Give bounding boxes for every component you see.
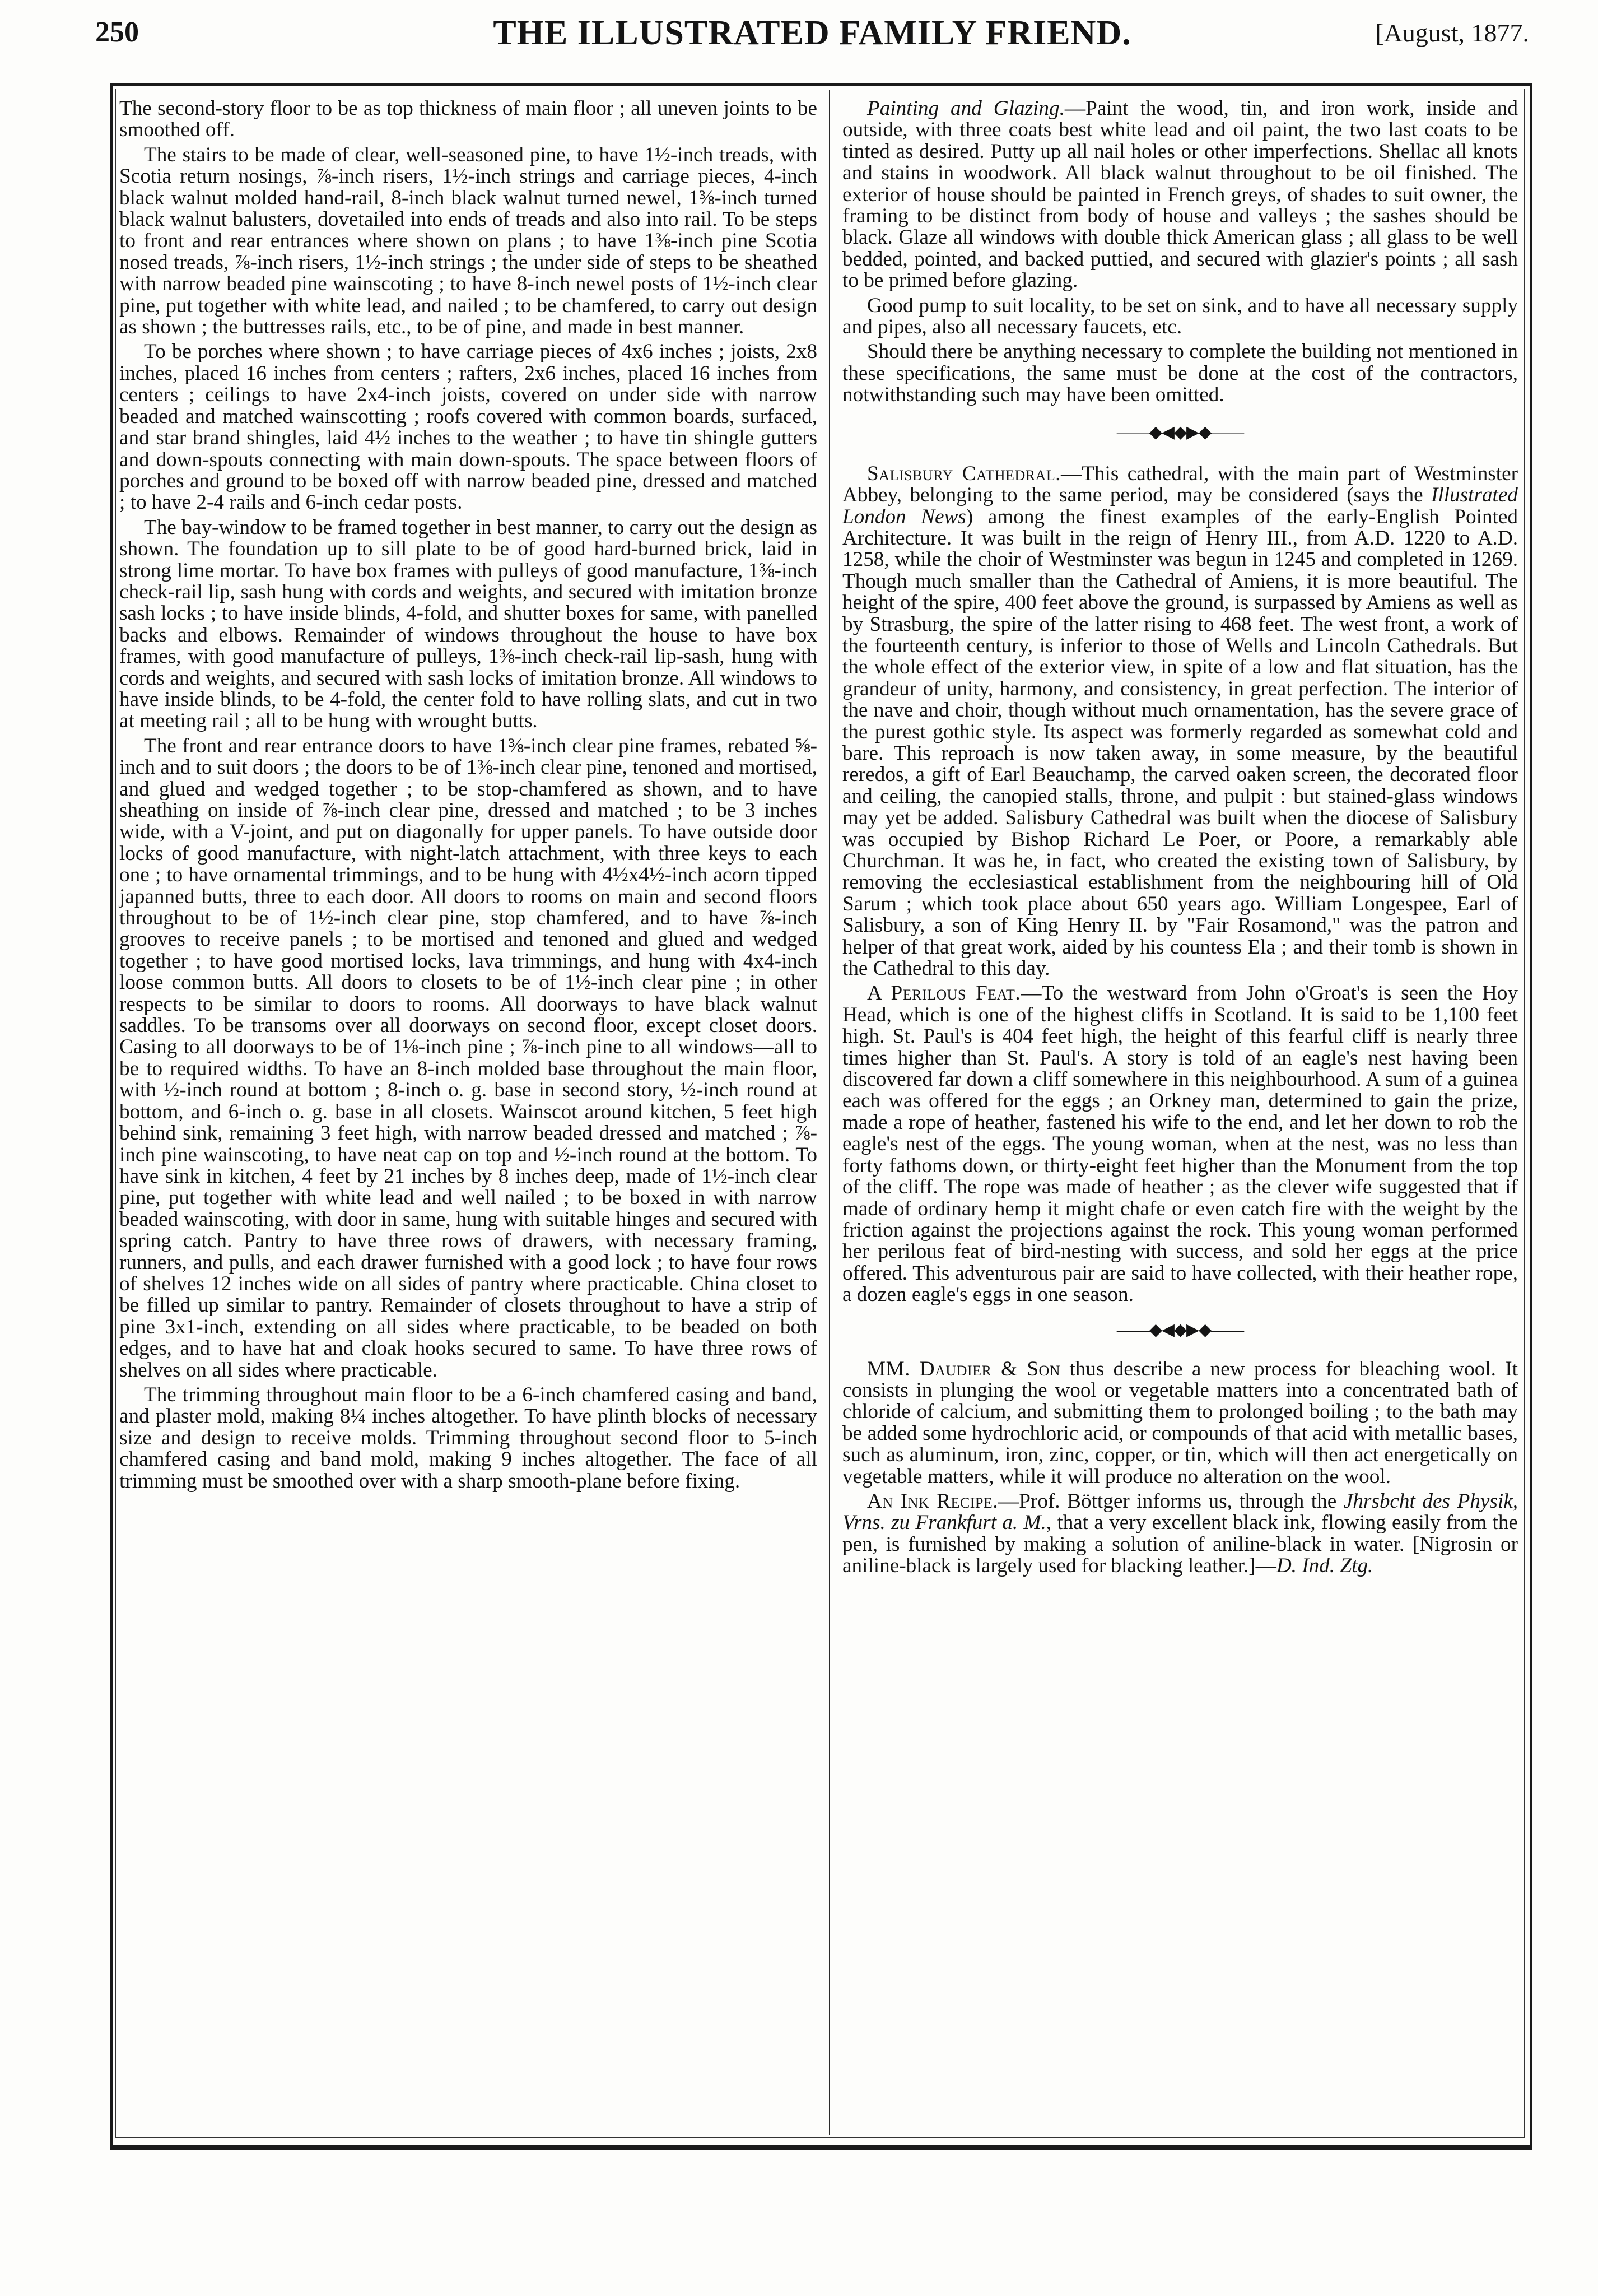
- column-divider: [829, 90, 830, 2135]
- bottom-rule: [110, 2146, 1532, 2150]
- masthead-title: THE ILLUSTRATED FAMILY FRIEND.: [493, 14, 1131, 52]
- feat-text: —To the westward from John o'Groat's is seen the Hoy Head, which is one of the highest cliffs in Scotland. It is said to be 1,100 feet high. St. Paul's is 404 feet high, the height of this fearful cliff is nearly three times higher than St. Paul's. A story is told of an eagle's nest having been discovered far down a cliff somewhere in this neighbourhood. A sum of a guinea each was offered for the eggs ; an Orkney man, determined to gain the prize, made a rope of heather, fastened his wife to the end, and let her down to rob the eagle's nest of the eggs. The young woman, when at the nest, was no less than forty fathoms down, or thirty-eight feet higher than the Monument from the top of the cliff. The rope was made of heather ; as the clever wife suggested that if made of ordinary hemp it might chafe or even catch fire with the weight by the friction against the projections against the rock. This young woman performed her perilous feat of bird-nesting with success, and sold her eggs at the price offered. This adventurous pair are said to have collected, with their heather rope, a dozen eagle's eggs in one season.: [842, 982, 1518, 1307]
- ink-credit: D. Ind. Ztg.: [1276, 1554, 1373, 1578]
- page-number: 250: [95, 16, 139, 48]
- salisbury-text-2: ) among the finest examples of the early-English Pointed Architecture. It was built in the reign of Henry III., from A.D. 1220 to A.D. 1258, while the choir of Westminster was begun in 1245 and completed in 1269. Though much smaller than the Cathedral of Amiens, it is more beautiful. The height of the spire, 400 feet above the ground, is surpassed by Amiens as well as by Strasburg, the spire of the latter rising to 468 feet. The west front, a work of the fourteenth century, is inferior to those of Wells and Lincoln Cathedrals. But the whole effect of the exterior view, in spite of a low and flat situation, has the grandeur of unity, harmony, and consistency, in great perfection. The interior of the nave and choir, though without much ornamentation, has the severe grace of the purest gothic style. Its aspect was formerly regarded as somewhat cold and bare. This reproach is now taken away, in some measure, by the beautiful reredos, a gift of Earl Beauchamp, the carved oaken screen, the decorated floor and ceiling, the canopied stalls, throne, and pulpit : but stained-glass windows may yet be added. Salisbury Cathedral was built when the diocese of Salisbury was occupied by Bishop Richard Le Poer, or Poore, a remarkably able Churchman. It was he, in fact, who created the existing town of Salisbury, by removing the ecclesiastical establishment from the neighbouring hill of Old Sarum ; which took place about 650 years ago. William Longespee, Earl of Salisbury, a son of King Henry II. by "Fair Rosamond," was the patron and helper of that great work, aided by his countess Ela ; and their tomb is shown in the Cathedral to this day.: [842, 505, 1518, 980]
- right-column: [842, 98, 1518, 1581]
- paragraph-painting: [842, 98, 1518, 292]
- page-header: [95, 16, 1529, 61]
- paragraph-pump: Good pump to suit locality, to be set on sink, and to have all necessary supply and pipes, also all necessary faucets, etc.: [842, 294, 1518, 339]
- ink-text-1: —Prof. Böttger informs us, through the: [998, 1489, 1344, 1513]
- paragraph-salisbury: [842, 463, 1518, 980]
- paragraph-daudier: [842, 1359, 1518, 1488]
- section-ornament: ——◆◀◆▶◆——: [1116, 1320, 1244, 1339]
- painting-heading: Painting and Glazing.: [867, 97, 1065, 120]
- paragraph-bay-window: The bay-window to be framed together in best manner, to carry out the design as shown. The foundation up to sill plate to be of good hard-burned brick, laid in strong lime mortar. To have box frames with pulleys of good manufacture, 1⅜-inch check-rail lip, sash hung with cords and weights, and secured with imitation bronze sash locks ; to have inside blinds, 4-fold, and shutter boxes for same, with panelled backs and elbows. Remainder of windows throughout the house to have box frames, with good manufacture of pulleys, 1⅜-inch check-rail lip-sash, hung with cords and weights, and secured with sash locks of imitation bronze. All windows to have inside blinds, to be 4-fold, the center fold to have rolling slats, and cut in two at meeting rail ; all to be hung with wrought butts.: [119, 515, 817, 733]
- salisbury-source: Illustrated London News: [842, 484, 1518, 528]
- left-column: [119, 98, 817, 1495]
- paragraph-trimming: The trimming throughout main floor to be a 6-inch chamfered casing and band, and plaster mold, making 8¼ inches altogether. To have plinth blocks of necessary size and design to receive molds. Trimming throughout second floor to 5-inch chamfered casing and band mold, making 9 inches altogether. The face of all trimming must be smoothed over with a sharp smooth-plane before fixing.: [119, 1383, 817, 1493]
- paragraph-ink-recipe: [842, 1491, 1518, 1577]
- daudier-heading: MM. Daudier & Son: [867, 1357, 1061, 1381]
- ink-text-2: , that a very excellent black ink, flowing easily from the pen, is furnished by making a solution of aniline-black in water. [Nigrosin or aniline-black is largely used for blacking leather.]—: [842, 1511, 1518, 1578]
- ink-source: Jhrsbcht des Physik, Vrns. zu Frankfurt a. M.: [842, 1489, 1518, 1535]
- section-ornament: ——◆◀◆▶◆——: [1116, 422, 1244, 441]
- issue-date: [August, 1877.: [1375, 18, 1529, 47]
- painting-text: —Paint the wood, tin, and iron work, inside and outside, with three coats best white lead and oil paint, the two last coats to be tinted as desired. Putty up all nail holes or other imperfections. Shellac all knots and stains in woodwork. All black walnut throughout to be oil finished. The exterior of house should be painted in French greys, of shades to suit owner, the framing to be distinct from body of house and valleys ; the sashes should be black. Glaze all windows with double thick American glass ; all glass to be well bedded, pointed, and backed puttied, and secured with glazier's points ; all sash to be primed before glazing.: [842, 97, 1518, 292]
- paragraph-doors: The front and rear entrance doors to have 1⅜-inch clear pine frames, rebated ⅝-inch and to suit doors ; the doors to be of 1⅜-inch clear pine, tenoned and mortised, and glued and wedged together ; to be stop-chamfered as shown, and to have sheathing on inside of ⅞-inch clear pine, dressed and matched ; to be 3 inches wide, with a V-joint, and put on diagonally for upper panels. To have outside door locks of good manufacture, with night-latch attachment, with three keys to each one ; to have ornamental trimmings, and to be hung with 4½x4½-inch acorn tipped japanned butts, three to each door. All doors to rooms on main and second floors throughout to be of 1½-inch clear pine, stop chamfered, and to have ⅞-inch grooves to receive panels ; to be mortised and tenoned and glued and wedged together ; to have good mortised locks, lava trimmings, and hung with 4x4-inch loose common butts. All doors to closets to be of 1½-inch clear pine ; in other respects to be similar to doors to rooms. All doorways to have black walnut saddles. To be transoms over all doorways on second floor, except closet doors. Casing to all doorways to be of 1⅛-inch pine ; ⅞-inch pine to all windows—all to be to required widths. To have an 8-inch molded base throughout the main floor, with ½-inch round at bottom ; 8-inch o. g. base in second story, ½-inch round at bottom, and 6-inch o. g. base in all closets. Wainscot around kitchen, 5 feet high behind sink, remaining 3 feet high, with narrow beaded dressed and matched ; ⅞-inch pine wainscoting, to have neat cap on top and ½-inch round at the bottom. To have sink in kitchen, 4 feet by 21 inches by 8 inches deep, made of 1½-inch clear pine, put together with white lead and well nailed ; to be boxed in with narrow beaded wainscoting, with door in same, hung with suitable hinges and secured with spring catch. Pantry to have three rows of drawers, with necessary framing, runners, and pulls, and each drawer furnished with a good lock ; to have four rows of shelves 12 inches wide on all sides of pantry where practicable. China closet to be filled up similar to pantry. Remainder of closets throughout to have a strip of pine 3x1-inch, extending on all sides where practicable, to be beaded on both edges, and to have hat and cloak hooks secured to same. To have three rows of shelves on all sides where practicable.: [119, 734, 817, 1382]
- paragraph-perilous-feat: [842, 983, 1518, 1305]
- paragraph-second-story-floor: The second-story floor to be as top thickness of main floor ; all uneven joints to be smoothed off.: [119, 97, 817, 142]
- salisbury-heading: Salisbury Cathedral.: [867, 462, 1061, 485]
- salisbury-text-1: —This cathedral, with the main part of Westminster Abbey, belonging to the same period, may be considered (says the: [842, 462, 1518, 507]
- paragraph-should: Should there be anything necessary to complete the building not mentioned in these specifications, the same must be done at the cost of the contractors, notwithstanding such may have been omitted.: [842, 340, 1518, 407]
- daudier-text: thus describe a new process for bleaching wool. It consists in plunging the wool or vegetable matters into a concentrated bath of chloride of calcium, and submitting them to prolonged boiling ; to the bath may be added some hydrochloric acid, or compounds of that acid with metallic bases, such as aluminum, iron, zinc, copper, or tin, which will then act energetically on vegetable matters, while it will produce no alteration on the wool.: [842, 1357, 1518, 1488]
- paragraph-porches: To be porches where shown ; to have carriage pieces of 4x6 inches ; joists, 2x8 inches, placed 16 inches from centers ; rafters, 2x6 inches, placed 16 inches from centers ; ceilings to have 2x4-inch joists, covered on under side with narrow beaded and matched wainscotting ; roofs covered with common boards, surfaced, and star brand shingles, laid 4½ inches to the weather ; to have tin shingle gutters and down-spouts connecting with main down-spouts. The space between floors of porches and ground to be boxed off with narrow beaded pine, dressed and matched ; to have 2-4 rails and 6-inch cedar posts.: [119, 340, 817, 514]
- feat-heading: A Perilous Feat.: [867, 982, 1021, 1005]
- ink-heading: An Ink Recipe.: [867, 1489, 999, 1513]
- paragraph-stairs: The stairs to be made of clear, well-seasoned pine, to have 1½-inch treads, with Scotia return nosings, ⅞-inch risers, 1½-inch strings and carriage pieces, 4-inch black walnut molded hand-rail, 8-inch black walnut turned newel, 1⅜-inch turned black walnut balusters, dovetailed into ends of treads and also into rail. To be steps to front and rear entrances where shown on plans ; to have 1⅜-inch pine Scotia nosed treads, ⅞-inch risers, 1½-inch strings ; the under side of steps to be sheathed with narrow beaded pine wainscoting ; to have 8-inch newel posts of 1½-inch clear pine, put together with white lead, and nailed ; to be chamfered, to carry out design as shown ; the buttresses rails, etc., to be of pine, and made in best manner.: [119, 143, 817, 339]
